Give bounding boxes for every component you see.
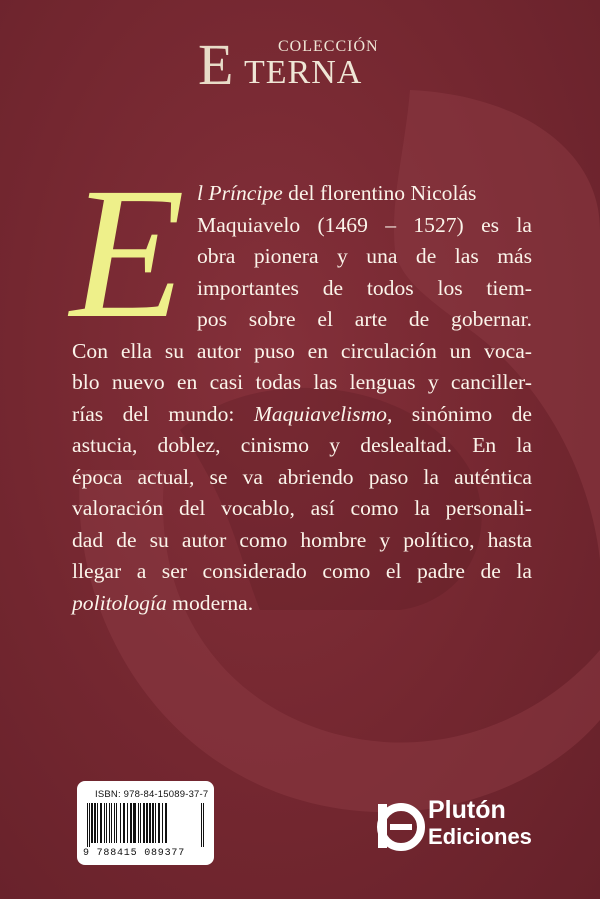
barcode-digits: 9 788415 089377: [83, 848, 186, 859]
series-logo-initial: E: [198, 32, 234, 97]
publisher-logo: [376, 796, 546, 860]
blurb-line: [72, 178, 532, 210]
blurb-line: [72, 399, 532, 431]
blurb-text-run: del florentino Nicolás: [282, 181, 477, 205]
isbn-text: ISBN: 978-84-15089-37-7: [95, 789, 209, 800]
blurb-line: astucia, doblez, cinismo y deslealtad. En la: [72, 433, 532, 457]
publisher-subtitle: Ediciones: [428, 824, 532, 849]
blurb-line: importantes de todos los tiem-: [197, 275, 532, 300]
blurb-line: época actual, se va abriendo paso la auténtica: [72, 464, 532, 489]
emphasis-term: Maquiavelismo: [253, 401, 387, 426]
blurb-line: Maquiavelo (1469 – 1527) es la: [197, 212, 532, 237]
blurb-line: obra pionera y una de las más: [197, 244, 532, 268]
barcode-icon: [87, 803, 205, 847]
blurb-line: blo nuevo en casi todas las lenguas y canciller-: [72, 370, 532, 394]
emphasis-term: politología: [72, 590, 167, 615]
series-logo-bottom: TERNA: [244, 54, 363, 91]
blurb-line: pos sobre el arte de gobernar.: [197, 307, 532, 331]
series-logo: [198, 32, 408, 98]
blurb-line: valoración del vocablo, así como la personali-: [72, 496, 532, 520]
blurb-line: dad de su autor como hombre y político, hasta: [72, 527, 532, 552]
blurb-line: Con ella su autor puso en circulación un voca-: [72, 338, 532, 363]
book-title: l Príncipe: [197, 181, 283, 205]
series-logo-top: COLECCIÓN: [278, 38, 379, 55]
barcode-label: [77, 781, 214, 865]
blurb-text-run: moderna.: [166, 590, 254, 615]
blurb-line: llegar a ser considerado como el padre de la: [72, 559, 532, 583]
blurb-text-run: , sinónimo de: [386, 401, 532, 426]
publisher-name: Plutón: [428, 796, 506, 824]
drop-cap: E: [70, 148, 185, 357]
publisher-logo-icon: [376, 800, 426, 852]
blurb-line: [72, 588, 532, 620]
blurb-text: [72, 178, 532, 619]
blurb-text-run: rías del mundo:: [72, 401, 254, 426]
